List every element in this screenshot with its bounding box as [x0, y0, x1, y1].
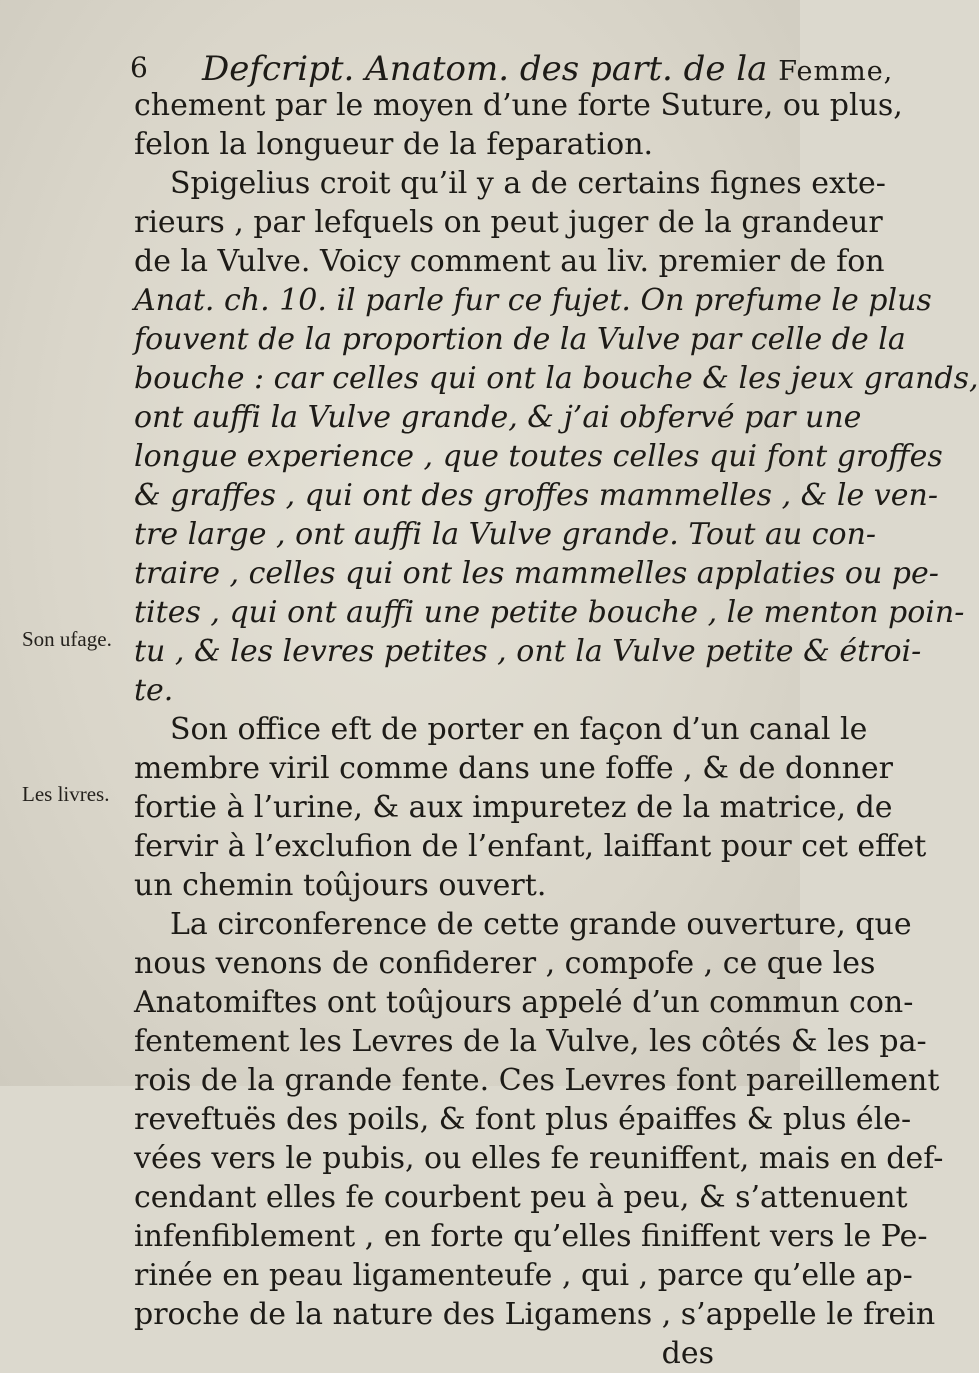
italic-text-line: tu , & les levres petites , ont la Vulve petite & étroi-: [134, 634, 922, 669]
paragraph-start: La circonference de cette grande ouverture, que: [170, 907, 912, 942]
italic-text-line: tites , qui ont auffi une petite bouche , le menton poin-: [134, 595, 965, 630]
text-line: rieurs , par lefquels on peut juger de la grandeur: [134, 205, 883, 240]
text-line: fentement les Levres de la Vulve, les côtés & les pa-: [134, 1024, 927, 1059]
italic-text-line: fouvent de la proportion de la Vulve par celle de la: [134, 322, 906, 357]
text-line: un chemin toûjours ouvert.: [134, 868, 547, 903]
page-number: 6: [130, 51, 148, 84]
body-text: [134, 86, 979, 1373]
italic-text-line: traire , celles qui ont les mammelles applaties ou pe-: [134, 556, 939, 591]
running-title-caps: Femme,: [778, 56, 894, 87]
text-line: reveftuës des poils, & font plus épaiffes & plus éle-: [134, 1102, 912, 1137]
italic-text-line: Anat. ch. 10. il parle fur ce fujet. On prefume le plus: [134, 283, 932, 318]
italic-text-line: tre large , ont auffi la Vulve grande. Tout au con-: [134, 517, 877, 552]
italic-text-line: ont auffi la Vulve grande, & j’ai obfervé par une: [134, 400, 862, 435]
text-line: cendant elles fe courbent peu à peu, & s’attenuent: [134, 1180, 908, 1215]
italic-text-line: longue experience , que toutes celles qui font groffes: [134, 439, 943, 474]
text-line: fortie à l’urine, & aux impuretez de la matrice, de: [134, 790, 893, 825]
italic-text-line: bouche : car celles qui ont la bouche & les jeux grands,: [134, 361, 979, 396]
text-line: rinée en peau ligamenteufe , qui , parce qu’elle ap-: [134, 1258, 913, 1293]
margin-note-livres: Les livres.: [22, 782, 110, 806]
paragraph-start: Son office eft de porter en façon d’un canal le: [170, 712, 868, 747]
paragraph-start: Spigelius croit qu’il y a de certains fignes exte-: [170, 166, 886, 201]
text-line: felon la longueur de la feparation.: [134, 127, 654, 162]
text-line: chement par le moyen d’une forte Suture, ou plus,: [134, 88, 903, 123]
text-line: infenfiblement , en forte qu’elles finiffent vers le Pe-: [134, 1219, 928, 1254]
italic-text-line: te.: [134, 673, 174, 708]
italic-text-line: & graffes , qui ont des groffes mammelles , & le ven-: [134, 478, 938, 513]
text-line: vées vers le pubis, ou elles fe reuniffent, mais en def-: [134, 1141, 944, 1176]
text-line: nous venons de confiderer , compofe , ce que les: [134, 946, 876, 981]
catchword: des: [661, 1336, 714, 1371]
running-title-main: Defcript. Anatom. des part. de la: [202, 49, 779, 89]
margin-note-usage: Son ufage.: [22, 627, 112, 651]
text-line: fervir à l’exclufion de l’enfant, laiffant pour cet effet: [134, 829, 927, 864]
text-line: membre viril comme dans une foffe , & de donner: [134, 751, 893, 786]
text-line: de la Vulve. Voicy comment au liv. premier de fon: [134, 244, 885, 279]
text-line: rois de la grande fente. Ces Levres font pareillement: [134, 1063, 940, 1098]
text-line: Anatomiftes ont toûjours appelé d’un commun con-: [134, 985, 914, 1020]
text-line: proche de la nature des Ligamens , s’appelle le frein: [134, 1297, 936, 1332]
